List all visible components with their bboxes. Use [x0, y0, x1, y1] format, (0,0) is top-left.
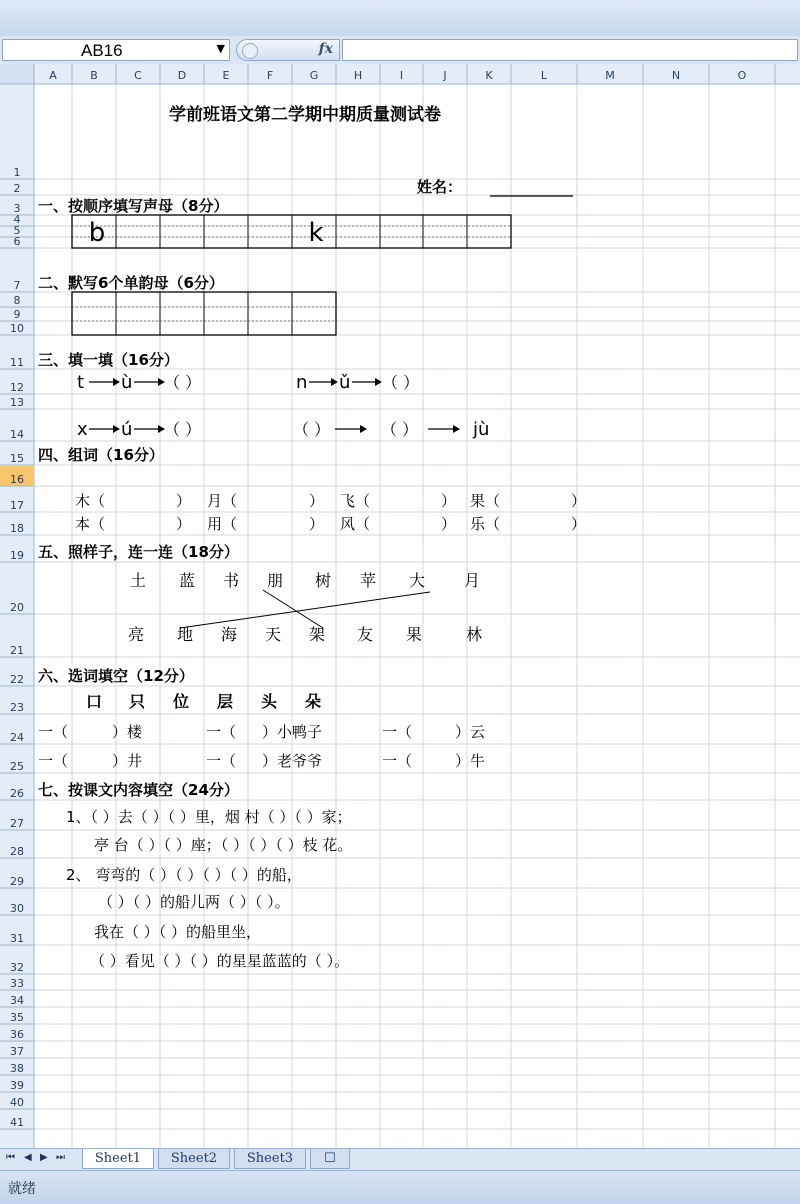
row-header-25[interactable]: 25: [10, 760, 24, 773]
blank-14c: （ ）: [381, 420, 419, 439]
first-sheet-icon[interactable]: ⏮: [6, 1152, 15, 1163]
column-header-C[interactable]: C: [134, 69, 142, 82]
word-17-3: ）: [309, 492, 325, 510]
row-header-3[interactable]: 3: [13, 202, 21, 215]
fill-25-0: 一（: [38, 752, 69, 770]
word-17-2: 月（: [207, 492, 238, 510]
poem-line-32: （ ）看见（ ）（ ）的星星蓝蓝的（ ）。: [90, 952, 350, 970]
tab-sheet3-label: Sheet3: [246, 1151, 294, 1166]
fill-25-5: ）牛: [455, 752, 486, 770]
arrow-icon: [360, 425, 367, 433]
word-17-5: ）: [441, 492, 457, 510]
row-header-20[interactable]: 20: [10, 601, 24, 614]
insert-sheet-button[interactable]: [310, 1149, 350, 1169]
word-18-3: ）: [309, 515, 325, 533]
match-top-1: 蓝: [178, 571, 196, 590]
row-header-35[interactable]: 35: [10, 1011, 24, 1024]
row-header-26[interactable]: 26: [10, 787, 24, 800]
row-header-8[interactable]: 8: [13, 294, 21, 307]
row-header-41[interactable]: 41: [10, 1116, 24, 1129]
section-3-title: 三、填一填（16分）: [38, 351, 179, 369]
row-header-33[interactable]: 33: [10, 977, 24, 990]
row-header-17[interactable]: 17: [10, 499, 24, 512]
poem-line-29: 2、 弯弯的（ ）（ ）（ ）（ ）的船，: [66, 866, 302, 884]
row-header-24[interactable]: 24: [10, 731, 24, 744]
row-header-2[interactable]: 2: [13, 182, 21, 195]
row-header-32[interactable]: 32: [10, 961, 24, 974]
choice-word-3: 层: [216, 692, 234, 711]
column-header-L[interactable]: L: [540, 69, 548, 82]
fill-24-4: 一（: [382, 723, 413, 741]
word-18-2: 用（: [207, 515, 238, 533]
fill-24-3: ）小鸭子: [262, 723, 323, 741]
fx-icon: fx: [318, 41, 333, 57]
cancel-circle-icon: [242, 43, 258, 59]
row-header-7[interactable]: 7: [13, 279, 21, 292]
blank-14a: （ ）: [164, 420, 202, 439]
fill-25-1: ）井: [112, 752, 143, 770]
worksheet-canvas[interactable]: [0, 64, 800, 1148]
arrow-icon: [331, 378, 338, 386]
pinyin-ju: jù: [473, 419, 490, 440]
row-header-16[interactable]: 16: [10, 473, 24, 486]
row-header-11[interactable]: 11: [10, 356, 24, 369]
row-header-6[interactable]: 6: [13, 235, 21, 248]
word-18-1: ）: [176, 515, 192, 533]
match-top-0: 土: [129, 571, 147, 590]
row-header-28[interactable]: 28: [10, 845, 24, 858]
poem-line-28: 亭 台（ ）（ ）座；（ ）（ ）（ ）枝 花。: [94, 836, 353, 854]
column-header-F[interactable]: F: [266, 69, 274, 82]
poem-line-31: 我在（ ）（ ）的船里坐，: [94, 923, 262, 941]
row-header-38[interactable]: 38: [10, 1062, 24, 1075]
page-title: 学前班语文第二学期中期质量测试卷: [169, 105, 441, 125]
match-bottom-6: 果: [405, 625, 423, 644]
poem-line-30: （ ）（ ）的船儿两（ ）（ ）。: [98, 893, 290, 911]
column-header-D[interactable]: D: [177, 69, 187, 82]
row-header-37[interactable]: 37: [10, 1045, 24, 1058]
match-top-2: 书: [222, 571, 240, 590]
match-top-4: 树: [314, 571, 332, 590]
pinyin-u-third: ǔ: [339, 372, 351, 393]
row-header-39[interactable]: 39: [10, 1079, 24, 1092]
tab-sheet2-label: Sheet2: [170, 1151, 218, 1166]
match-bottom-5: 友: [356, 625, 374, 644]
match-top-7: 月: [463, 571, 481, 590]
row-header-21[interactable]: 21: [10, 644, 24, 657]
pinyin-t: t: [77, 372, 85, 393]
row-header-23[interactable]: 23: [10, 701, 24, 714]
fill-24-0: 一（: [38, 723, 69, 741]
fill-24-2: 一（: [206, 723, 237, 741]
word-17-1: ）: [176, 492, 192, 510]
fill-24-1: ）楼: [112, 723, 143, 741]
choice-word-2: 位: [172, 692, 190, 711]
consonant-k: k: [308, 218, 324, 248]
row-header-30[interactable]: 30: [10, 902, 24, 915]
column-header-H[interactable]: H: [353, 69, 363, 82]
row-header-34[interactable]: 34: [10, 994, 24, 1007]
formula-input[interactable]: [342, 39, 798, 61]
row-header-4[interactable]: 4: [13, 213, 21, 226]
column-header-I[interactable]: I: [399, 69, 404, 82]
tab-sheet2[interactable]: [158, 1149, 230, 1169]
word-18-6: 乐（: [470, 515, 501, 533]
insert-sheet-icon: ☐: [324, 1151, 336, 1166]
section-1-title: 一、按顺序填写声母（8分）: [38, 197, 229, 215]
word-17-6: 果（: [470, 492, 501, 510]
row-header-40[interactable]: 40: [10, 1096, 24, 1109]
column-header-O[interactable]: O: [737, 69, 747, 82]
column-header-B[interactable]: B: [90, 69, 98, 82]
pinyin-x: x: [77, 419, 88, 440]
row-header-12[interactable]: 12: [10, 381, 24, 394]
match-top-6: 大: [408, 571, 426, 590]
row-header-31[interactable]: 31: [10, 932, 24, 945]
tab-sheet3[interactable]: [234, 1149, 306, 1169]
choice-word-1: 只: [128, 692, 146, 711]
fill-25-3: ）老爷爷: [262, 752, 323, 770]
match-top-3: 朋: [266, 571, 284, 590]
row-header-5[interactable]: 5: [13, 224, 21, 237]
blank-12b: （ ）: [382, 373, 420, 392]
last-sheet-icon[interactable]: ⏭: [56, 1152, 65, 1163]
match-bottom-2: 海: [220, 625, 238, 644]
row-header-18[interactable]: 18: [10, 522, 24, 535]
column-header-N[interactable]: N: [671, 69, 681, 82]
arrow-icon: [453, 425, 460, 433]
tab-sheet1[interactable]: [82, 1149, 154, 1169]
row-header-10[interactable]: 10: [10, 322, 24, 335]
word-18-4: 风（: [340, 515, 371, 533]
sheet-tab-bar: [0, 1148, 800, 1171]
choice-word-4: 头: [260, 692, 278, 711]
section-7-title: 七、按课文内容填空（24分）: [38, 781, 239, 799]
row-header-15[interactable]: 15: [10, 452, 24, 465]
section-5-title: 五、照样子，连一连（18分）: [38, 543, 239, 561]
column-header-M[interactable]: M: [605, 69, 615, 82]
row-header-13[interactable]: 13: [10, 396, 24, 409]
column-header-E[interactable]: E: [222, 69, 230, 82]
fill-24-5: ）云: [455, 723, 486, 741]
row-header-29[interactable]: 29: [10, 875, 24, 888]
word-17-0: 木（: [75, 492, 106, 510]
match-bottom-3: 天: [264, 625, 282, 644]
match-bottom-7: 林: [465, 625, 483, 644]
section-6-title: 六、选词填空（12分）: [38, 667, 194, 685]
tab-sheet1-label: Sheet1: [94, 1151, 142, 1166]
word-18-0: 本（: [75, 515, 106, 533]
row-header-36[interactable]: 36: [10, 1028, 24, 1041]
next-sheet-icon[interactable]: ▶: [40, 1152, 48, 1163]
chevron-down-icon[interactable]: ▼: [216, 42, 225, 55]
word-18-5: ）: [441, 515, 457, 533]
prev-sheet-icon[interactable]: ◀: [24, 1152, 32, 1163]
match-bottom-0: 亮: [127, 625, 145, 644]
formula-bar: [0, 36, 800, 65]
pinyin-n: n: [296, 372, 308, 393]
word-18-7: ）: [571, 515, 587, 533]
word-17-4: 飞（: [340, 492, 371, 510]
column-header-K[interactable]: K: [485, 69, 493, 82]
word-17-7: ）: [571, 492, 587, 510]
fill-25-2: 一（: [206, 752, 237, 770]
choice-word-5: 朵: [304, 692, 322, 711]
column-header-A[interactable]: A: [49, 69, 57, 82]
section-2-title: 二、默写6个单韵母（6分）: [38, 274, 224, 292]
select-all-corner[interactable]: [0, 64, 34, 84]
row-header-14[interactable]: 14: [10, 428, 24, 441]
pinyin-u-fourth: ù: [121, 372, 133, 393]
row-header-27[interactable]: 27: [10, 817, 24, 830]
consonant-b: b: [88, 218, 106, 248]
row-header-19[interactable]: 19: [10, 549, 24, 562]
column-header-J[interactable]: J: [443, 69, 447, 82]
blank-14b: （ ）: [293, 420, 331, 439]
poem-line-27: 1、（ ）去（ ）（ ）里，烟 村（ ）（ ）家；: [66, 808, 352, 826]
match-bottom-1: 地: [176, 625, 194, 644]
row-header-1[interactable]: 1: [13, 166, 21, 179]
match-top-5: 苹: [359, 571, 377, 590]
status-bar: [0, 1170, 800, 1204]
ribbon-area: [0, 0, 800, 37]
choice-word-0: 口: [85, 692, 103, 711]
fill-25-4: 一（: [382, 752, 413, 770]
section-4-title: 四、组词（16分）: [38, 446, 164, 464]
spreadsheet-grid[interactable]: [0, 64, 800, 1148]
blank-12a: （ ）: [164, 373, 202, 392]
insert-function-button[interactable]: [236, 39, 340, 61]
name-label: 姓名：: [417, 178, 463, 196]
status-text: 就绪: [8, 1181, 36, 1197]
name-box-value: AB16: [81, 41, 123, 60]
pinyin-u-second: ú: [121, 419, 133, 440]
row-header-22[interactable]: 22: [10, 673, 24, 686]
match-bottom-4: 架: [308, 625, 326, 644]
arrow-icon: [375, 378, 382, 386]
match-line-example: [180, 592, 430, 628]
name-box[interactable]: [2, 39, 230, 61]
column-header-G[interactable]: G: [309, 69, 319, 82]
row-header-9[interactable]: 9: [13, 308, 21, 321]
